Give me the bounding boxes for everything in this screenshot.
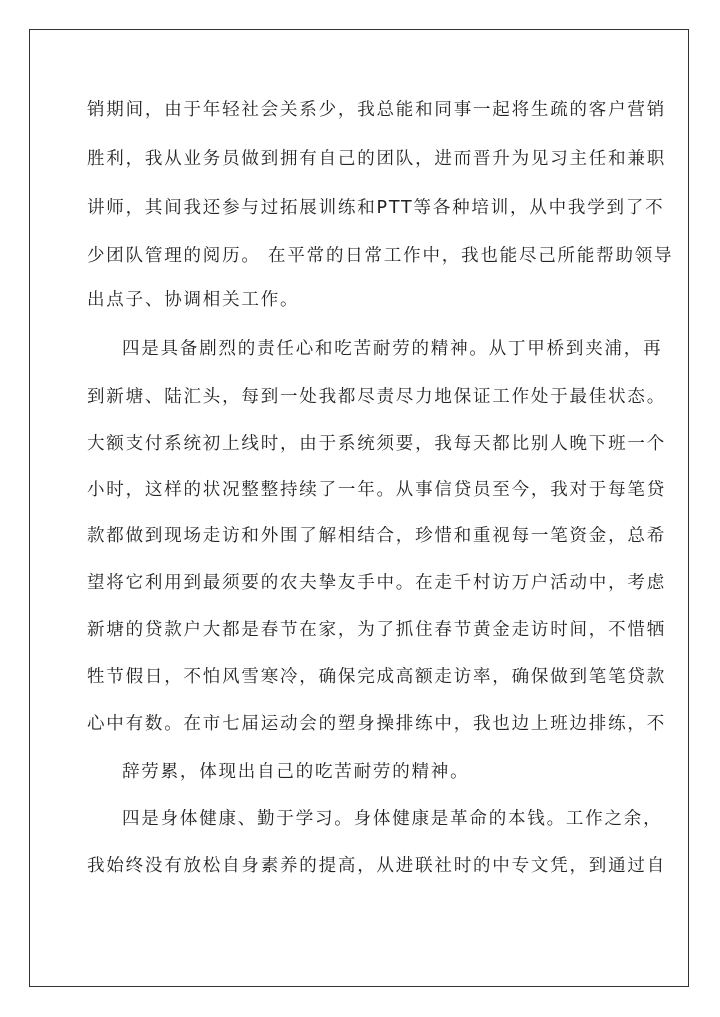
- text-line: 胜利，我从业务员做到拥有自己的团队，进而晋升为见习主任和兼职: [87, 149, 666, 169]
- text-line: 牲节假日，不怕风雪寒冷，确保完成高额走访率，确保做到笔笔贷款: [87, 667, 666, 687]
- paragraph-start: 四是身体健康、勤于学习。身体健康是革命的本钱。工作之余，: [122, 809, 663, 829]
- text-line: 销期间，由于年轻社会关系少，我总能和同事一起将生疏的客户营销: [87, 100, 666, 120]
- page-border: [29, 29, 689, 987]
- paragraph-start: 四是具备剧烈的责任心和吃苦耐劳的精神。从丁甲桥到夹浦，再: [122, 339, 663, 359]
- text-line: 出点子、协调相关工作。: [87, 290, 300, 310]
- text-line: 到新塘、陆汇头，每到一处我都尽责尽力地保证工作处于最佳状态。: [87, 387, 666, 407]
- text-line: 新塘的贷款户大都是春节在家，为了抓住春节黄金走访时间，不惜牺: [87, 620, 666, 640]
- text-line: 辞劳累，体现出自己的吃苦耐劳的精神。: [122, 762, 470, 782]
- text-line: 心中有数。在市七届运动会的塑身操排练中，我也边上班边排练，不: [87, 714, 666, 734]
- text-line: 望将它利用到最须要的农夫挚友手中。在走千村访万户活动中，考虑: [87, 573, 666, 593]
- text-line: 款都做到现场走访和外围了解相结合，珍惜和重视每一笔资金，总希: [87, 526, 666, 546]
- text-line: 讲师，其间我还参与过拓展训练和PTT等各种培训，从中我学到了不: [87, 198, 665, 218]
- text-line: 小时，这样的状况整整持续了一年。从事信贷员至今，我对于每笔贷: [87, 480, 666, 500]
- text-line: 少团队管理的阅历。 在平常的日常工作中，我也能尽己所能帮助领导: [87, 246, 674, 266]
- text-line: 我始终没有放松自身素养的提高，从进联社时的中专文凭，到通过自: [87, 856, 666, 876]
- text-line: 大额支付系统初上线时，由于系统须要，我每天都比别人晚下班一个: [87, 434, 666, 454]
